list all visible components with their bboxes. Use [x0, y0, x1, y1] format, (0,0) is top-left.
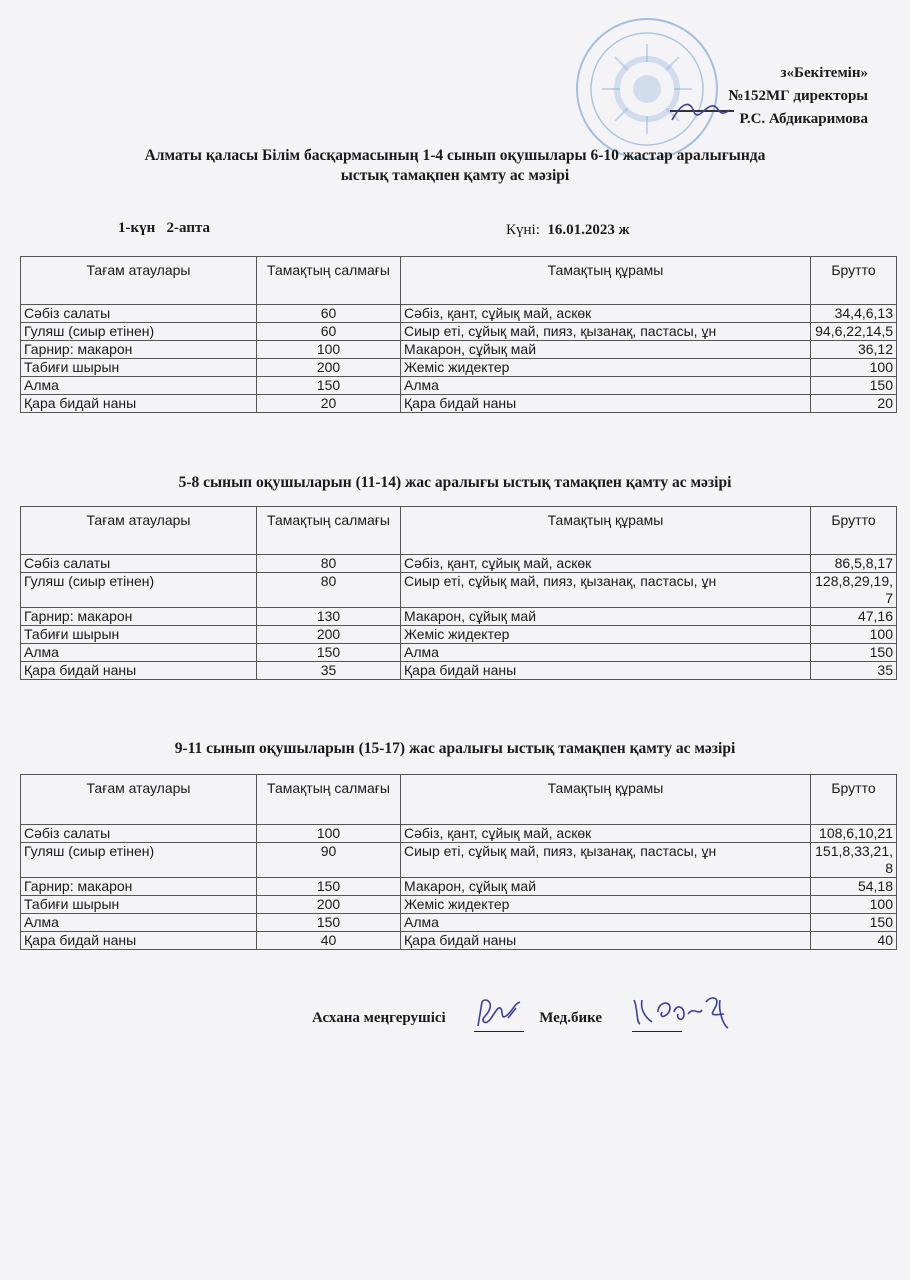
- dish-composition: Жеміс жидектер: [401, 626, 811, 644]
- header-composition: Тамақтың құрамы: [401, 775, 811, 825]
- dish-name: Сәбіз салаты: [21, 555, 257, 573]
- dish-mass: 40: [257, 932, 401, 950]
- dish-composition: Макарон, сұйық май: [401, 608, 811, 626]
- dish-brutto: 54,18: [811, 878, 897, 896]
- dish-name: Сәбіз салаты: [21, 305, 257, 323]
- dish-mass: 150: [257, 914, 401, 932]
- approval-block: [728, 62, 868, 131]
- dish-name: Табиғи шырын: [21, 896, 257, 914]
- dish-composition: Макарон, сұйық май: [401, 878, 811, 896]
- header-name: Тағам атаулары: [21, 775, 257, 825]
- dish-name: Табиғи шырын: [21, 626, 257, 644]
- dish-composition: Қара бидай наны: [401, 932, 811, 950]
- dish-mass: 200: [257, 359, 401, 377]
- dish-name: Сәбіз салаты: [21, 825, 257, 843]
- header-mass: Тамақтың салмағы: [257, 257, 401, 305]
- dish-name: Қара бидай наны: [21, 395, 257, 413]
- dish-brutto: 40: [811, 932, 897, 950]
- dish-name: Гуляш (сиыр етінен): [21, 843, 257, 878]
- dish-brutto: 150: [811, 914, 897, 932]
- table-row: [21, 843, 897, 878]
- dish-composition: Алма: [401, 377, 811, 395]
- table-header-row: [21, 775, 897, 825]
- table-row: [21, 626, 897, 644]
- dish-brutto: 150: [811, 644, 897, 662]
- dish-mass: 150: [257, 377, 401, 395]
- table-row: [21, 896, 897, 914]
- dish-name: Қара бидай наны: [21, 932, 257, 950]
- table-row: [21, 305, 897, 323]
- signature-footer: [312, 1010, 606, 1027]
- nurse-label: Мед.бике: [539, 1010, 603, 1026]
- dish-composition: Жеміс жидектер: [401, 896, 811, 914]
- dish-name: Алма: [21, 377, 257, 395]
- page-title-line-1: Алматы қаласы Білім басқармасының 1-4 сынып оқушылары 6-10 жастар аралығында: [144, 147, 766, 164]
- dish-composition: Алма: [401, 644, 811, 662]
- dish-name: Гарнир: макарон: [21, 608, 257, 626]
- dish-composition: Қара бидай наны: [401, 662, 811, 680]
- day-week-label: 1-күн 2-апта: [118, 220, 211, 236]
- dish-mass: 20: [257, 395, 401, 413]
- dish-mass: 150: [257, 644, 401, 662]
- dish-brutto: 100: [811, 626, 897, 644]
- dish-name: Табиғи шырын: [21, 359, 257, 377]
- table-row: [21, 914, 897, 932]
- header-brutto: Брутто: [811, 257, 897, 305]
- page-title-line-2: ыстық тамақпен қамту ас мәзірі: [340, 167, 570, 184]
- dish-name: Алма: [21, 914, 257, 932]
- date-label: Күні:: [506, 222, 540, 238]
- table-row: [21, 825, 897, 843]
- canteen-manager-label: Асхана меңгерушісі: [312, 1010, 446, 1026]
- header-composition: Тамақтың құрамы: [401, 257, 811, 305]
- dish-mass: 100: [257, 341, 401, 359]
- dish-brutto: 86,5,8,17: [811, 555, 897, 573]
- table-row: [21, 878, 897, 896]
- dish-brutto: 128,8,29,19,7: [811, 573, 897, 608]
- dish-composition: Сиыр еті, сұйық май, пияз, қызанақ, пастасы, ұн: [401, 323, 811, 341]
- menu-table-grades-1-4: [20, 256, 897, 413]
- table-row: [21, 608, 897, 626]
- dish-composition: Сиыр еті, сұйық май, пияз, қызанақ, пастасы, ұн: [401, 843, 811, 878]
- table-row: [21, 555, 897, 573]
- dish-brutto: 35: [811, 662, 897, 680]
- dish-composition: Сиыр еті, сұйық май, пияз, қызанақ, пастасы, ұн: [401, 573, 811, 608]
- dish-name: Қара бидай наны: [21, 662, 257, 680]
- page-title: [40, 146, 870, 186]
- table-row: [21, 377, 897, 395]
- dish-brutto: 94,6,22,14,5: [811, 323, 897, 341]
- dish-mass: 200: [257, 896, 401, 914]
- dish-composition: Жеміс жидектер: [401, 359, 811, 377]
- dish-brutto: 150: [811, 377, 897, 395]
- table-row: [21, 323, 897, 341]
- dish-brutto: 36,12: [811, 341, 897, 359]
- dish-mass: 60: [257, 305, 401, 323]
- header-composition: Тамақтың құрамы: [401, 507, 811, 555]
- table-header-row: [21, 257, 897, 305]
- dish-composition: Сәбіз, қант, сұйық май, аскөк: [401, 825, 811, 843]
- header-name: Тағам атаулары: [21, 507, 257, 555]
- header-brutto: Брутто: [811, 775, 897, 825]
- round-seal-icon: [572, 14, 722, 164]
- dish-name: Гарнир: макарон: [21, 878, 257, 896]
- dish-mass: 100: [257, 825, 401, 843]
- dish-composition: Сәбіз, қант, сұйық май, аскөк: [401, 555, 811, 573]
- approval-line-1: з«Бекітемін»: [780, 65, 868, 81]
- dish-name: Гарнир: макарон: [21, 341, 257, 359]
- date-line: [506, 222, 630, 239]
- menu-table-grades-5-8: [20, 506, 897, 680]
- header-mass: Тамақтың салмағы: [257, 507, 401, 555]
- header-mass: Тамақтың салмағы: [257, 775, 401, 825]
- dish-mass: 130: [257, 608, 401, 626]
- table-row: [21, 644, 897, 662]
- dish-mass: 80: [257, 555, 401, 573]
- dish-name: Гуляш (сиыр етінен): [21, 323, 257, 341]
- date-value: 16.01.2023 ж: [547, 222, 630, 238]
- table-row: [21, 359, 897, 377]
- dish-brutto: 20: [811, 395, 897, 413]
- dish-mass: 90: [257, 843, 401, 878]
- table-row: [21, 341, 897, 359]
- approval-line-2: №152МГ директоры: [728, 88, 868, 104]
- dish-brutto: 108,6,10,21: [811, 825, 897, 843]
- dish-name: Алма: [21, 644, 257, 662]
- dish-mass: 80: [257, 573, 401, 608]
- canteen-signature-icon: [470, 996, 526, 1032]
- dish-composition: Қара бидай наны: [401, 395, 811, 413]
- table-header-row: [21, 507, 897, 555]
- dish-mass: 35: [257, 662, 401, 680]
- dish-mass: 200: [257, 626, 401, 644]
- dish-composition: Алма: [401, 914, 811, 932]
- table-row: [21, 395, 897, 413]
- dish-brutto: 151,8,33,21,8: [811, 843, 897, 878]
- director-signature-icon: [668, 96, 738, 126]
- table-row: [21, 573, 897, 608]
- dish-brutto: 100: [811, 896, 897, 914]
- menu-table-grades-9-11: [20, 774, 897, 950]
- approval-line-3: Р.С. Абдикаримова: [739, 111, 868, 127]
- dish-brutto: 34,4,6,13: [811, 305, 897, 323]
- section-title-grades-5-8: 5-8 сынып оқушыларын (11-14) жас аралығы ыстық тамақпен қамту ас мәзірі: [178, 474, 732, 491]
- table-row: [21, 662, 897, 680]
- dish-brutto: 47,16: [811, 608, 897, 626]
- dish-mass: 60: [257, 323, 401, 341]
- nurse-signature-icon: [628, 992, 743, 1032]
- dish-mass: 150: [257, 878, 401, 896]
- dish-composition: Сәбіз, қант, сұйық май, аскөк: [401, 305, 811, 323]
- dish-name: Гуляш (сиыр етінен): [21, 573, 257, 608]
- section-title-grades-9-11: 9-11 сынып оқушыларын (15-17) жас аралығы ыстық тамақпен қамту ас мәзірі: [174, 740, 736, 757]
- dish-brutto: 100: [811, 359, 897, 377]
- header-brutto: Брутто: [811, 507, 897, 555]
- table-row: [21, 932, 897, 950]
- header-name: Тағам атаулары: [21, 257, 257, 305]
- dish-composition: Макарон, сұйық май: [401, 341, 811, 359]
